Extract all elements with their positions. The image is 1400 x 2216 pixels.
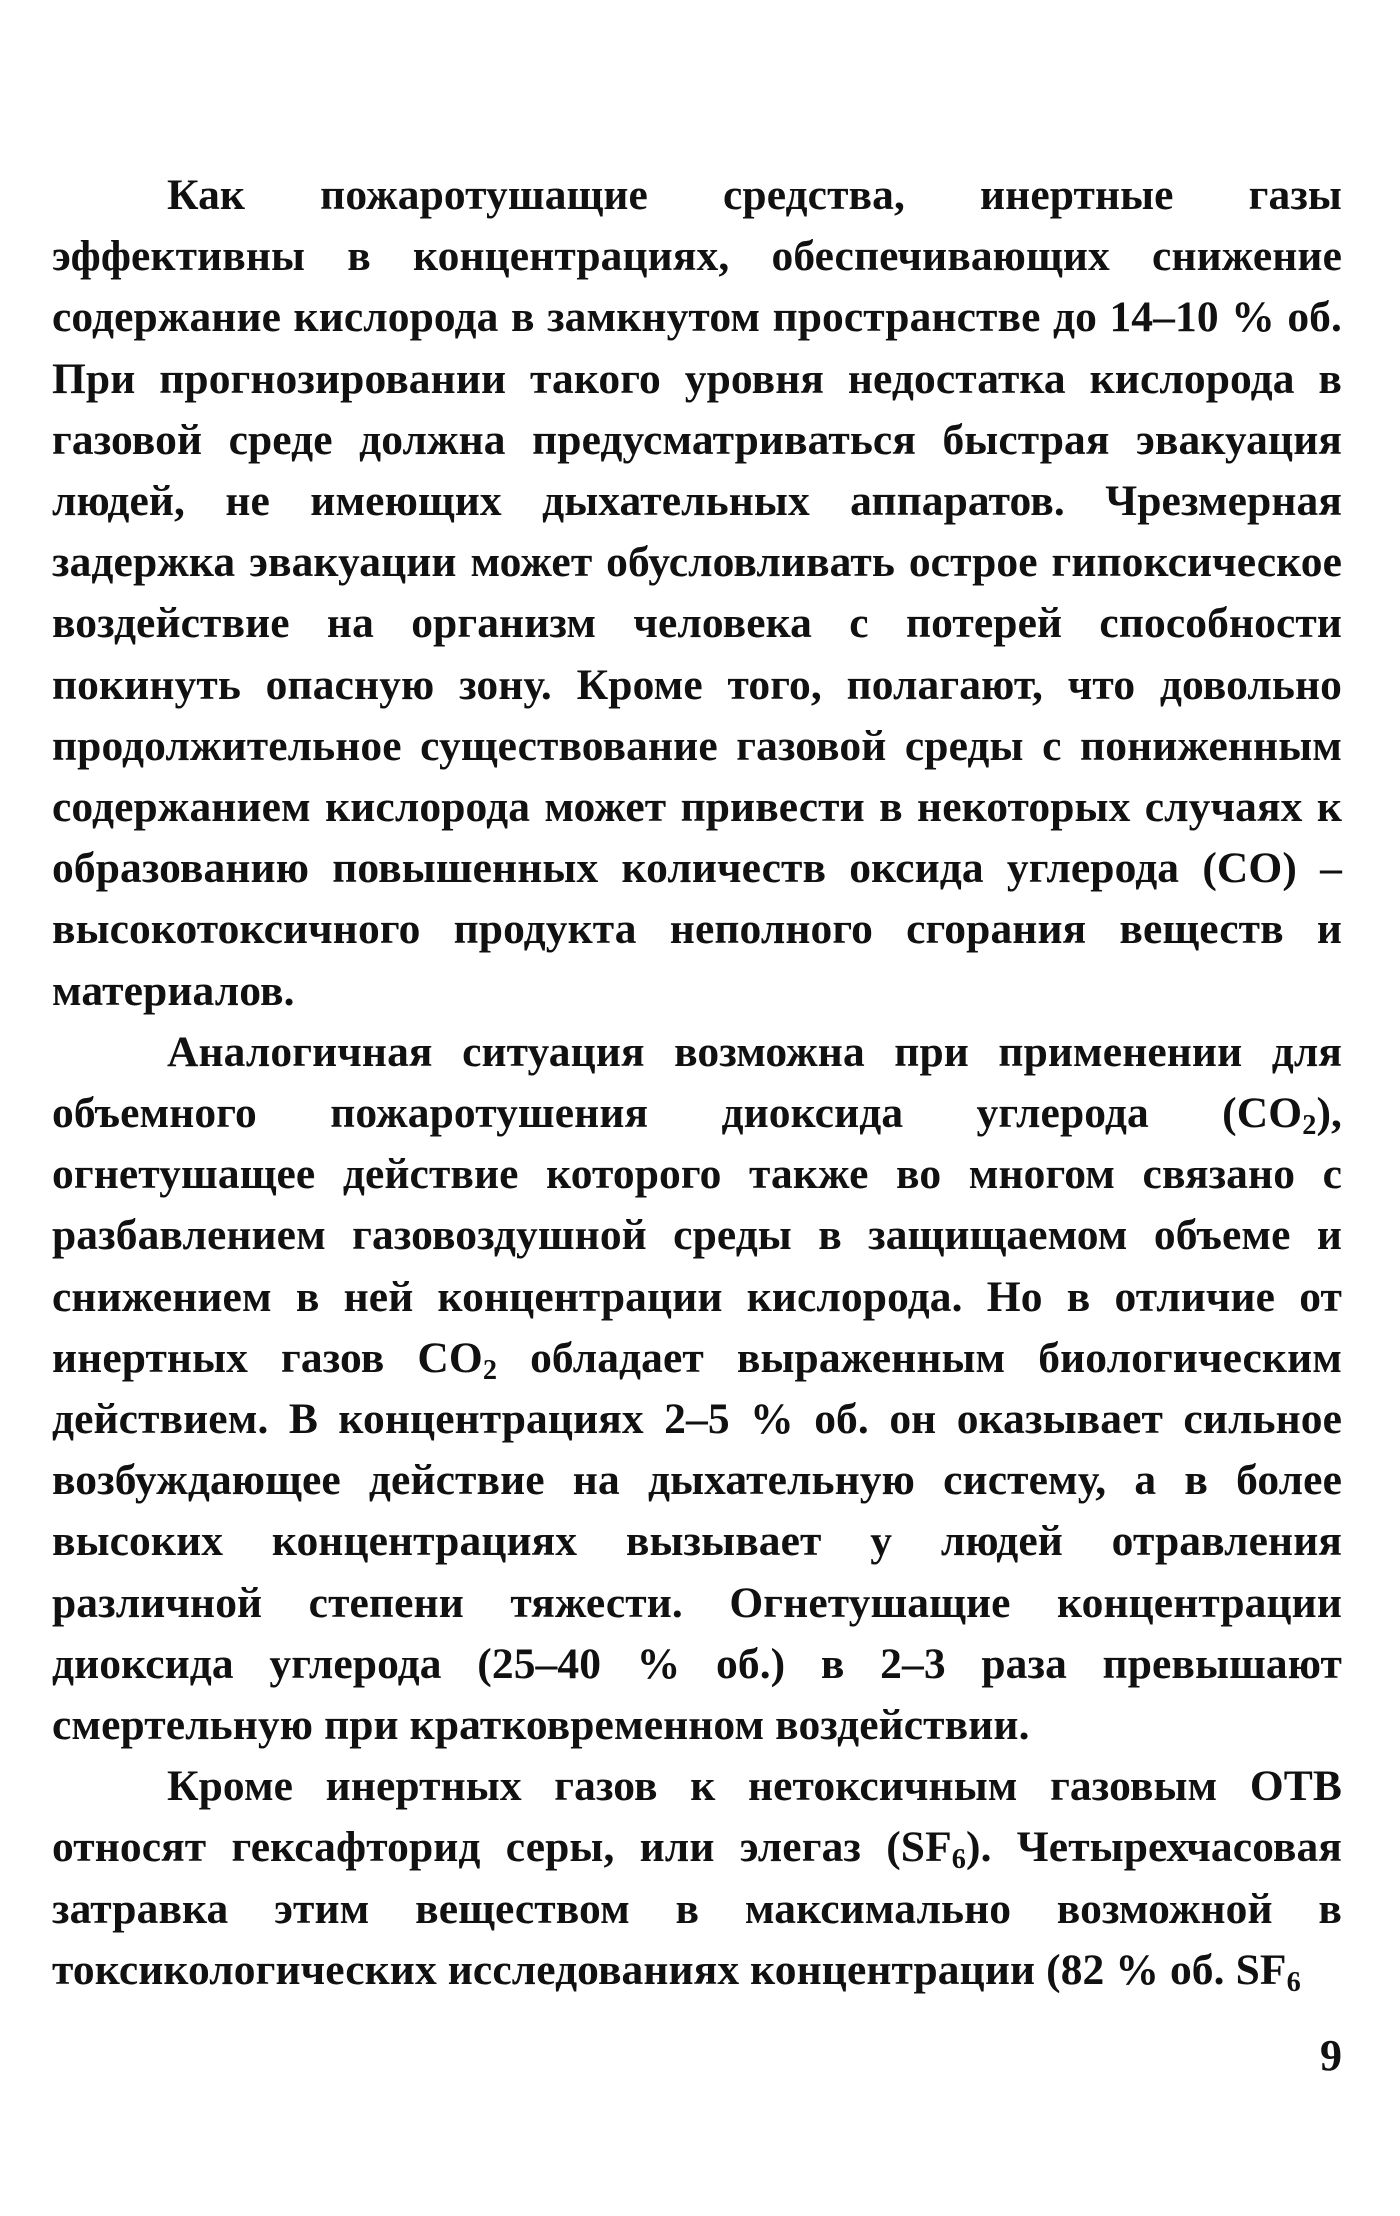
- sf6-subscript: 6: [1286, 1966, 1301, 1998]
- sf6-subscript: 6: [951, 1844, 966, 1876]
- page-body: [52, 165, 1342, 2001]
- paragraph-sulfur-hexafluoride: [52, 1756, 1342, 2001]
- paragraph-2-text-part-1: Аналогичная ситуация возможна при применении для объемного пожаротушения диоксида углерода (СО: [52, 1027, 1342, 1138]
- paragraph-2-text-part-2: ), огнетушащее действие которого также во многом связано с разбавлением газовоздушной среды в защищаемом объеме и снижением в ней концентрации кислорода. Но в отличие от инертных газов СО: [52, 1089, 1342, 1382]
- co2-subscript: 2: [1302, 1110, 1317, 1142]
- paragraph-carbon-dioxide: [52, 1022, 1342, 1756]
- co2-subscript: 2: [482, 1354, 498, 1386]
- paragraph-inert-gases: [52, 165, 1342, 1022]
- paragraph-3-text-part-2: ). Четырехчасовая затравка этим веществом в максимально возможной в токсикологических исследованиях концентрации (82 % об. SF: [52, 1823, 1342, 1994]
- page-number: 9: [1320, 2031, 1342, 2080]
- paragraph-2-text-part-3: обладает выраженным биологическим действием. В концентрациях 2–5 % об. он оказывает сильное возбуждающее действие на дыхательную систему, а в более высоких концентрациях вызывает у людей отравления различной степени тяжести. Огнетушащие концентрации диоксида углерода (25–40 % об.) в 2–3 раза превышают смертельную при кратковременном воздействии.: [52, 1333, 1342, 1750]
- paragraph-3-text-part-1: Кроме инертных газов к нетоксичным газовым ОТВ относят гексафторид серы, или элегаз (SF: [52, 1762, 1342, 1872]
- paragraph-1-text: Как пожаротушащие средства, инертные газы эффективны в концентрациях, обеспечивающих снижение содержание кислорода в замкнутом пространстве до 14–10 % об. При прогнозировании такого уровня недостатка кислорода в газовой среде должна предусматриваться быстрая эвакуация людей, не имеющих дыхательных аппаратов. Чрезмерная задержка эвакуации может обусловливать острое гипоксическое воздействие на организм человека с потерей способности покинуть опасную зону. Кроме того, полагают, что довольно продолжительное существование газовой среды с пониженным содержанием кислорода может привести в некоторых случаях к образованию повышенных количеств оксида углерода (СО) – высокотоксичного продукта неполного сгорания веществ и материалов.: [52, 171, 1342, 1015]
